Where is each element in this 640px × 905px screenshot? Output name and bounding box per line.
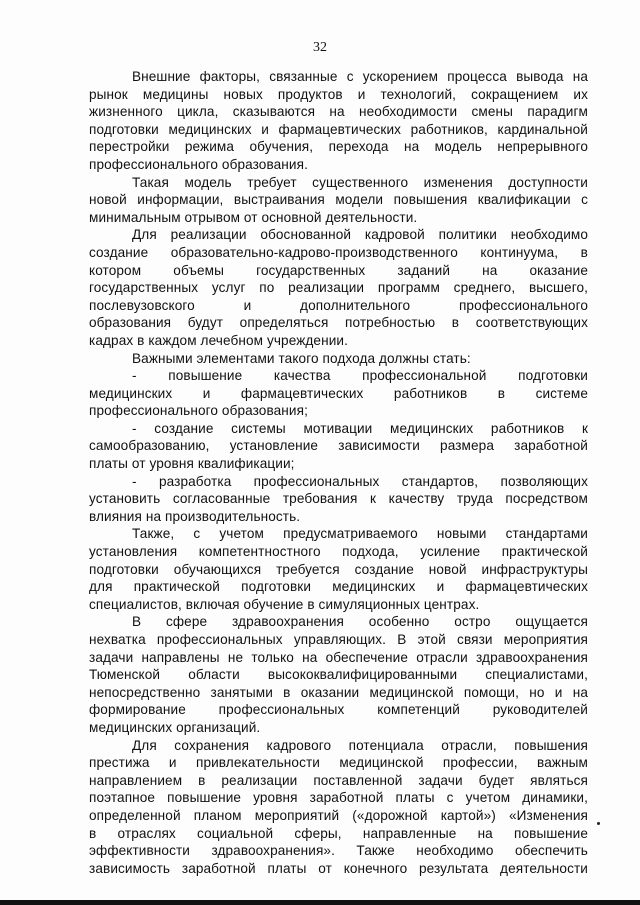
text-line: нехватка профессиональных управляющих. В этой связи мероприятия (89, 632, 588, 647)
text-line: престижа и привлекательности медицинской профессии, важным (89, 755, 588, 771)
text-line: кадрах в каждом лечебном учреждении. (89, 332, 348, 348)
text-line: профессионального образования. (89, 156, 308, 172)
text-line: установить согласованные требования к качеству труда посредством (89, 491, 588, 507)
text-line: минимальным отрывом от основной деятельности. (89, 209, 418, 225)
text-line: Важными элементами такого подхода должны стать: (132, 350, 471, 366)
text-line: подготовки медицинских и фармацевтических работников, кардинальной (89, 121, 588, 137)
text-line: установления компетентностного подхода, усиление практической (89, 544, 588, 560)
text-line: непосредственно занятыми в оказании медицинской помощи, но и на (89, 684, 588, 700)
scan-artifact (597, 822, 600, 825)
text-line: специалистов, включая обучение в симуляционных центрах. (89, 596, 480, 612)
text-line: задачи направлены не только на обеспечение отрасли здравоохранения (89, 649, 588, 665)
text-line: перестройки режима обучения, перехода на модель непрерывного (89, 139, 588, 155)
text-line: профессионального образования; (89, 403, 308, 419)
text-line: поэтапное повышение уровня заработной платы с учетом динамики, (89, 790, 588, 806)
text-line: платы от уровня квалификации; (89, 456, 295, 472)
text-line: медицинских и фармацевтических работников в системе (89, 385, 588, 401)
text-line: Внешние факторы, связанные с ускорением процесса вывода на (132, 69, 588, 84)
text-line: жизненного цикла, сказываются на необходимости смены парадигм (89, 104, 588, 120)
text-line: Такая модель требует существенного изменения доступности (132, 174, 588, 190)
text-line: подготовки обучающихся требуется создание новой инфраструктуры (89, 561, 588, 577)
text-line: В сфере здравоохранения особенно остро ощущается (132, 614, 588, 630)
text-line: новой информации, выстраивания модели повышения квалификации с (89, 192, 588, 208)
body-text (89, 68, 588, 877)
page-bottom-edge (0, 900, 640, 905)
text-line: для практической подготовки медицинских и фармацевтических (89, 579, 588, 595)
text-line: Для сохранения кадрового потенциала отрасли, повышения (132, 737, 588, 753)
text-line: направлением в реализации поставленной задачи будет являться (89, 772, 588, 788)
text-line: в отраслях социальной сферы, направленные на повышение (89, 825, 588, 841)
text-line: создание образовательно-кадрово-производственного континуума, в (89, 244, 588, 260)
text-line: определенной планом мероприятий («дорожной картой») «Изменения (89, 807, 588, 823)
text-line: образования будут определяться потребностью в соответствующих (89, 315, 588, 331)
text-line: Для реализации обоснованной кадровой политики необходимо (132, 227, 588, 243)
page-number: 32 (313, 40, 327, 55)
text-line: медицинских организаций. (89, 719, 261, 735)
text-line: самообразованию, установление зависимости размера заработной (89, 438, 588, 454)
text-line: влияния на производительность. (89, 508, 301, 524)
text-line: рынок медицины новых продуктов и технологий, сокращением их (89, 86, 588, 102)
text-line: - повышение качества профессиональной подготовки (132, 368, 588, 384)
text-line: зависимость заработной платы от конечного результата деятельности (89, 860, 588, 876)
text-line: - разработка профессиональных стандартов, позволяющих (132, 473, 588, 489)
text-line: эффективности здравоохранения». Также необходимо обеспечить (89, 843, 588, 859)
text-line: - создание системы мотивации медицинских работников к (132, 420, 588, 436)
text-line: формирование профессиональных компетенций руководителей (89, 702, 588, 718)
text-line: послевузовского и дополнительного профессионального (89, 297, 588, 313)
text-line: государственных услуг по реализации программ среднего, высшего, (89, 280, 588, 296)
text-line: Тюменской области высококвалифицированными специалистами, (89, 667, 588, 683)
text-line: Также, с учетом предусматриваемого новыми стандартами (132, 526, 588, 542)
text-line: котором объемы государственных заданий на оказание (89, 262, 588, 278)
